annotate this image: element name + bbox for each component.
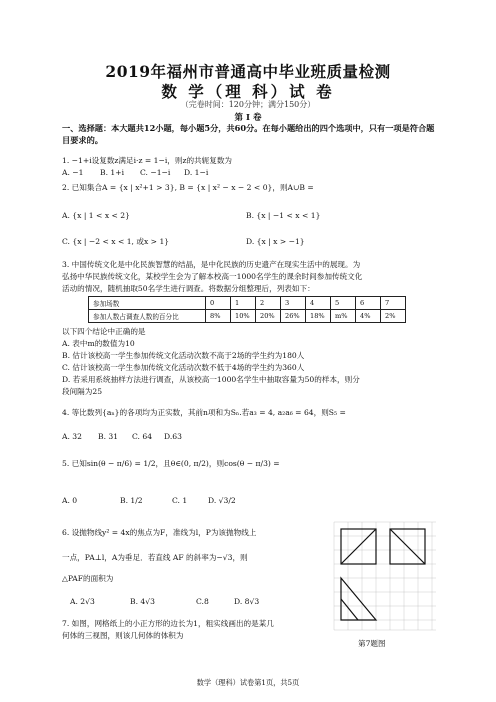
table-cell: 2 [256, 297, 281, 310]
q5-option-d: D. √3/2 [208, 496, 236, 505]
q7-line-2: 何体的三视图，则该几何体的体积为 [62, 631, 184, 640]
volume-label: 第 Ⅰ 卷 [234, 113, 262, 123]
table-cell: 2% [381, 310, 406, 323]
table-cell: m% [331, 310, 356, 323]
page-footer: 数学（理科）试卷第1页，共5页 [196, 678, 300, 687]
q5-option-c: C. 1 [172, 496, 188, 505]
q1-option-b: B. 1+i [100, 168, 125, 177]
table-row [89, 310, 406, 323]
section-heading: 一、选择题：本大题共12小题，每小题5分，共60分。在每小题给出的四个选项中，只有一项是符合题目要求的。 [62, 123, 435, 145]
top-view [341, 578, 376, 620]
table-cell: 0 [206, 297, 231, 310]
q1-stem: 1. −1+i设复数z满足i·z = 1−i，则z的共轭复数为 [62, 156, 233, 165]
q3-option-d: D. 若采用系统抽样方法进行调查，从该校高一1000名学生中抽取容量为50的样本，则分 [62, 375, 360, 384]
q4-option-d: D.63 [164, 432, 182, 441]
table-cell: 20% [256, 310, 281, 323]
front-view [341, 529, 376, 564]
figure-caption: 第7题图 [358, 639, 386, 648]
q2-option-b: B. {x | −1 < x < 1} [246, 211, 321, 220]
exam-title: 2019年福州市普通高中毕业班质量检测 [105, 62, 391, 81]
q1-option-d: D. 1−i [184, 168, 209, 177]
table-cell: 4% [356, 310, 381, 323]
table-cell: 26% [281, 310, 306, 323]
q3-stem-line-1: 3. 中国传统文化是中化民族智慧的结晶，是中化民族的历史遗产在现实生活中的展现。为 [62, 260, 361, 269]
exam-subject: 数 学（理 科）试 卷 [161, 82, 335, 101]
q1-option-c: C. −1−i [140, 168, 171, 177]
exam-meta: （完卷时间：120分钟；满分150分） [180, 100, 316, 109]
q6-option-b: B. 4√3 [130, 597, 155, 606]
table-cell: 7 [381, 297, 406, 310]
q6-line-2: 一点，PA⊥l，A为垂足．若直线 AF 的斜率为−√3，则 [62, 553, 248, 562]
three-view-figure [332, 520, 438, 632]
q4-option-c: C. 64 [132, 432, 153, 441]
table-cell: 4 [306, 297, 331, 310]
table-cell: 10% [231, 310, 256, 323]
q3-option-a: A. 表中m的数值为10 [62, 339, 135, 348]
table-cell: 5 [331, 297, 356, 310]
q3-stem-line-3: 活动的情况，随机抽取50名学生进行调查。将数据分组整理后，列表如下： [62, 284, 315, 293]
q2-option-a: A. {x | 1 < x < 2} [62, 211, 130, 220]
distribution-table [88, 296, 406, 323]
q4-stem: 4. 等比数列{aₙ}的各项均为正实数，其前n项和为Sₙ.若a₃ = 4, a₂a₆ = 64，则S₅ = [62, 408, 346, 417]
q2-stem: 2. 已知集合A = {x | x²+1 > 3}, B = {x | x² − x − 2 < 0}，则A∪B = [62, 183, 314, 192]
q3-option-c: C. 估计该校高一学生参加传统文化活动次数不低于4场的学生约为360人 [62, 363, 305, 372]
table-cell: 3 [281, 297, 306, 310]
q6-option-d: D. 8√3 [234, 597, 260, 606]
q6-option-a: A. 2√3 [70, 597, 95, 606]
table-cell: 参加场数 [89, 297, 206, 310]
q3-stem-line-2: 弘扬中华民族传统文化，某校学生会为了解本校高一1000名学生的课余时间参加传统文化 [62, 272, 363, 281]
q3-option-d-continued: 段间隔为25 [62, 387, 103, 396]
q6-line-3: △PAF的面积为 [62, 574, 114, 583]
q5-stem: 5. 已知sin(θ − π/6) = 1/2，且θ∈(0, π/2)，则cos(θ − π/3) = [62, 459, 280, 468]
q7-line-1: 7. 如图，网格纸上的小正方形的边长为1，粗实线画出的是某几 [62, 619, 274, 628]
q1-option-a: A. −1 [62, 168, 84, 177]
q3-option-b: B. 估计该校高一学生参加传统文化活动次数不高于2场的学生约为180人 [62, 351, 305, 360]
q5-option-b: B. 1/2 [120, 496, 143, 505]
grid-lines [334, 522, 436, 630]
table-row [89, 297, 406, 310]
table-cell: 6 [356, 297, 381, 310]
table-cell: 18% [306, 310, 331, 323]
q2-option-d: D. {x | x > −1} [246, 237, 305, 246]
q4-option-a: A. 32 [62, 432, 82, 441]
q2-option-c: C. {x | −2 < x < 1, 或x > 1} [62, 237, 170, 246]
q6-option-c: C.8 [196, 597, 209, 606]
table-cell: 参加人数占调查人数的百分比 [89, 310, 206, 323]
q5-option-a: A. 0 [62, 496, 78, 505]
table-cell: 1 [231, 297, 256, 310]
q3-lead: 以下四个结论中正确的是 [62, 327, 146, 336]
q4-option-b: B. 31 [98, 432, 119, 441]
table-cell: 8% [206, 310, 231, 323]
side-view [390, 529, 425, 564]
q6-line-1: 6. 设抛物线y² = 4x的焦点为F，准线为l，P为该抛物线上 [62, 528, 257, 537]
